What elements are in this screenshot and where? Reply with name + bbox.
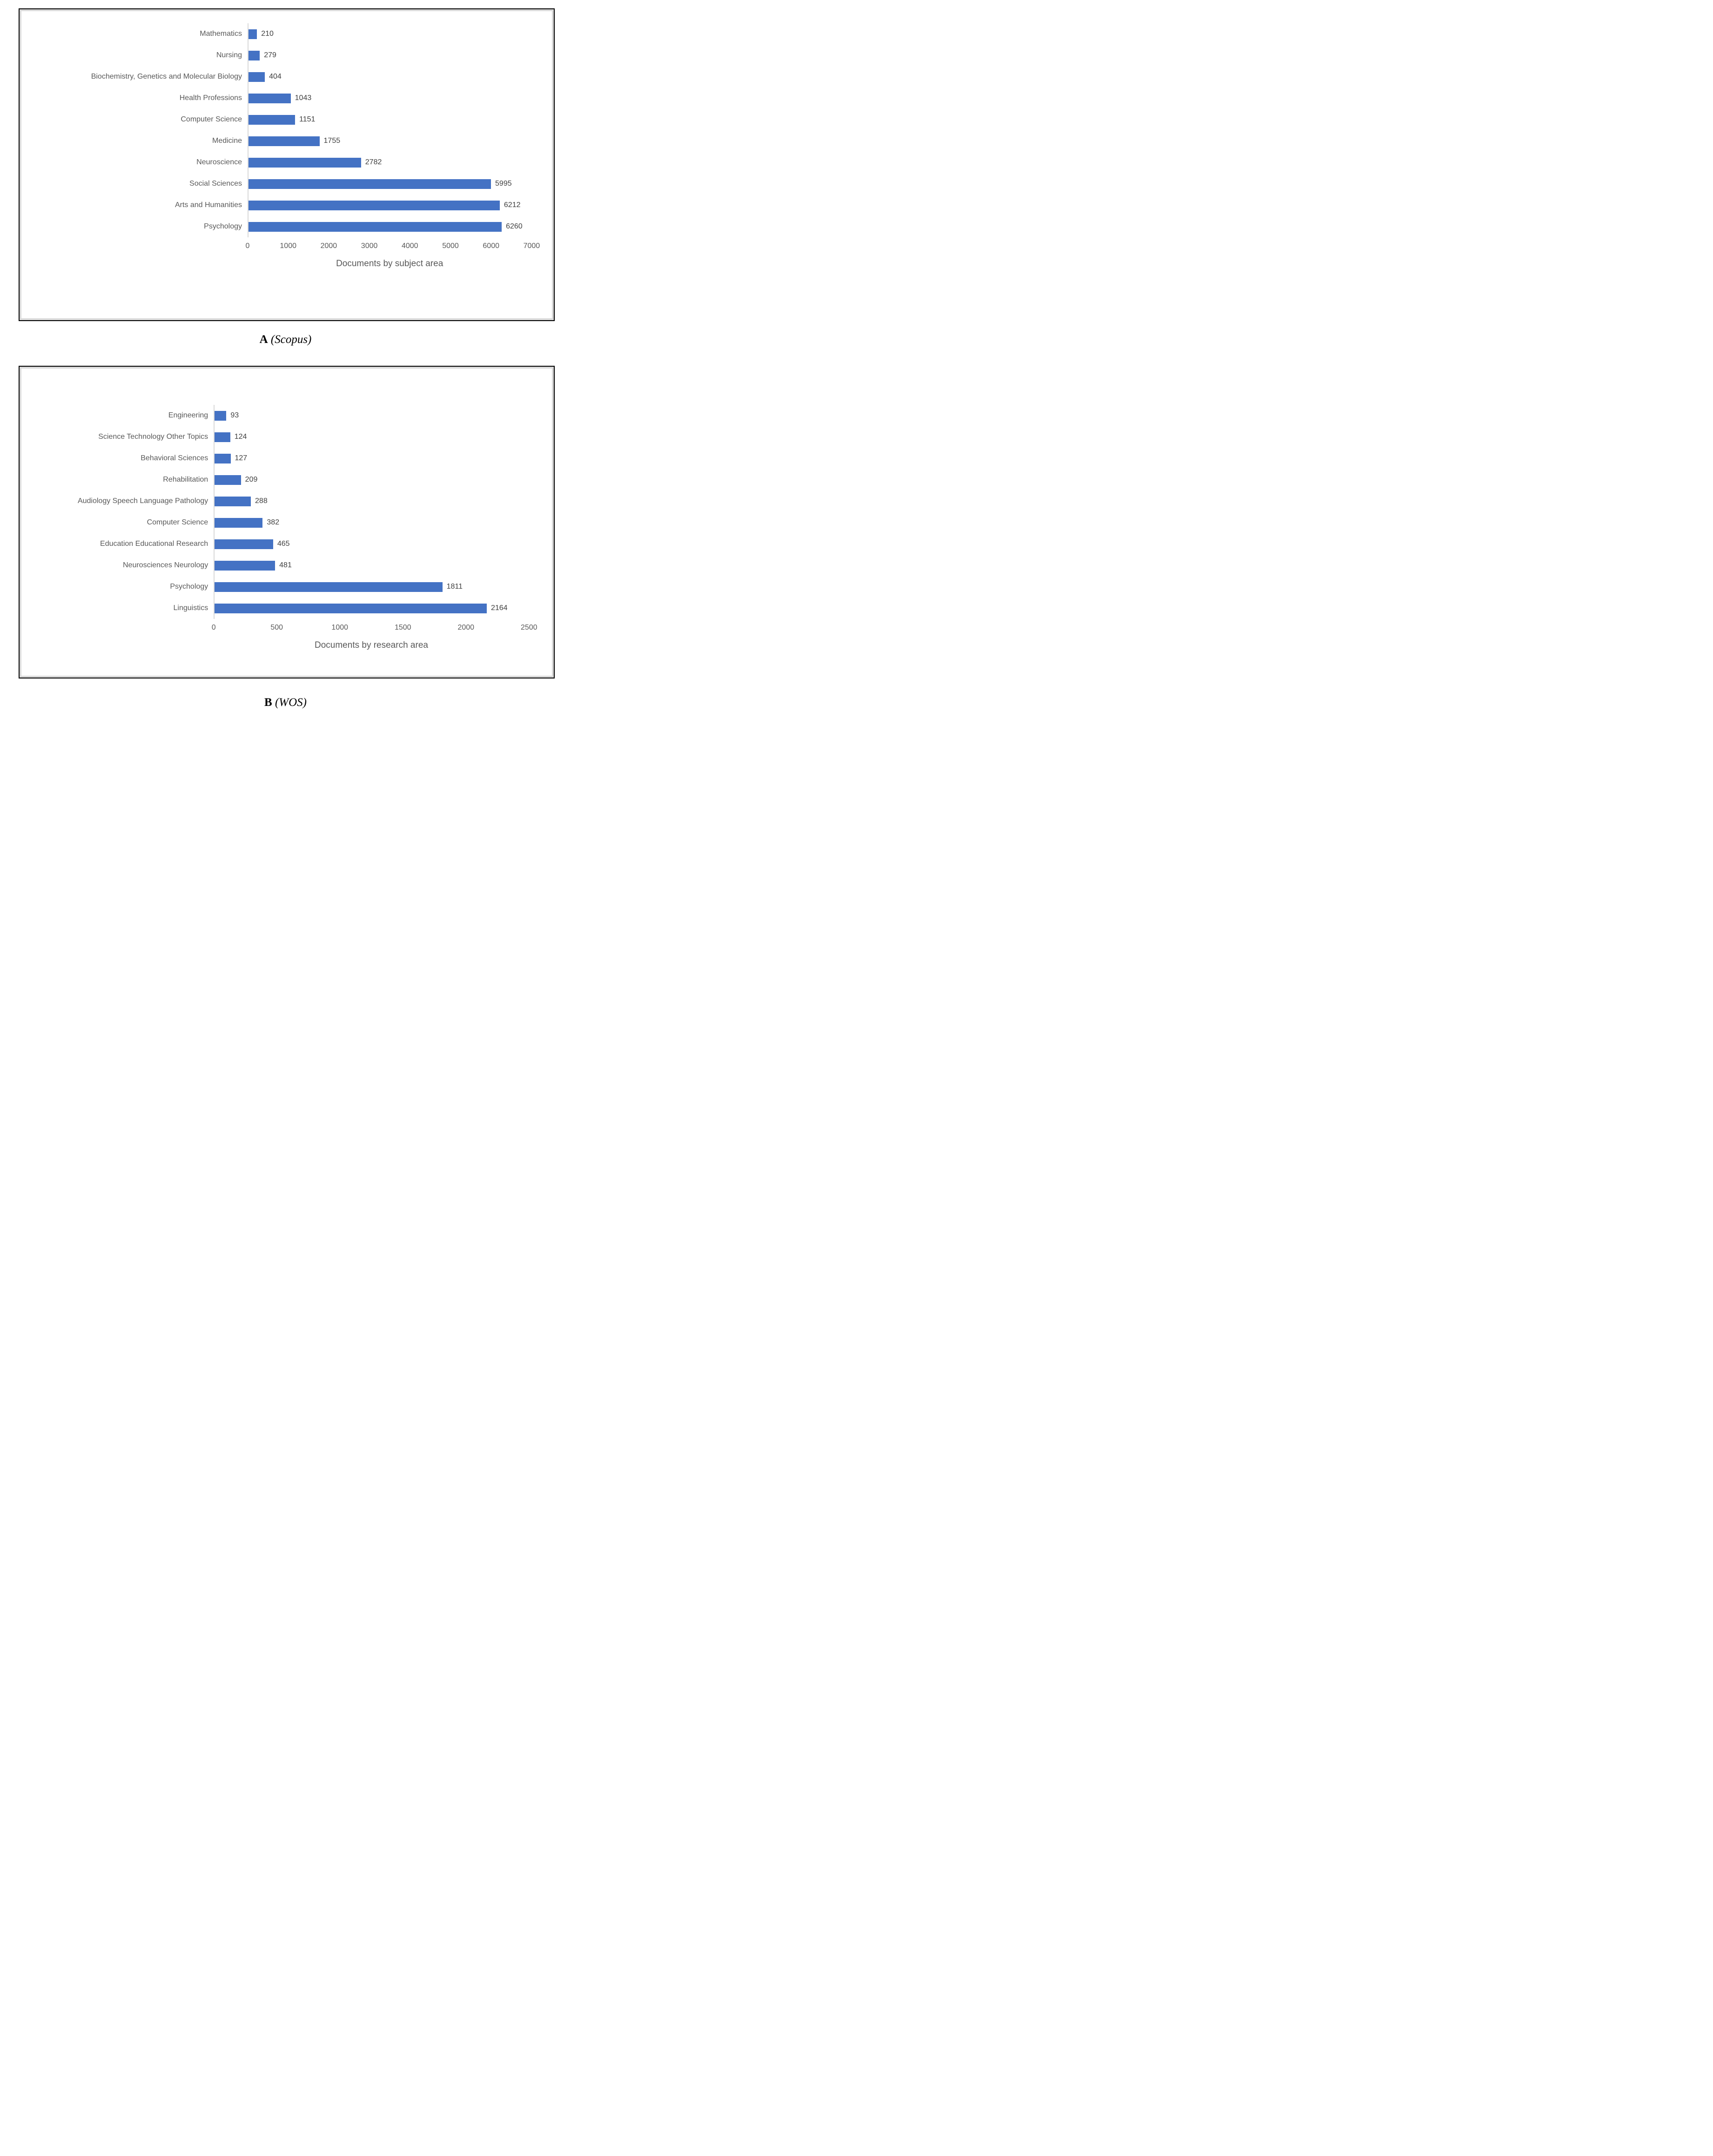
bar <box>215 582 442 592</box>
x-tick-label: 1500 <box>394 624 411 631</box>
bar <box>249 136 320 146</box>
x-tick-label: 500 <box>270 624 283 631</box>
value-label: 1043 <box>295 94 312 102</box>
x-axis-title-row <box>26 640 547 651</box>
x-axis <box>26 242 547 252</box>
value-label: 382 <box>267 518 280 526</box>
value-label: 127 <box>235 454 248 462</box>
category-label: Engineering <box>168 411 208 420</box>
bar-row <box>26 87 547 109</box>
x-tick-label: 5000 <box>442 242 459 250</box>
category-label: Science Technology Other Topics <box>98 433 208 441</box>
bar-row <box>26 152 547 173</box>
bar-row <box>26 195 547 216</box>
bar-row <box>26 426 547 448</box>
caption-wos <box>0 696 571 719</box>
bar-row <box>26 512 547 533</box>
bar-track <box>248 45 531 66</box>
category-label: Biochemistry, Genetics and Molecular Biology <box>91 73 242 81</box>
x-axis-ticks <box>245 242 540 252</box>
bar <box>215 454 230 463</box>
value-label: 210 <box>261 30 274 38</box>
bar-track <box>214 555 529 576</box>
bar-row <box>26 23 547 45</box>
x-axis-spacer <box>26 242 248 252</box>
bar-track <box>214 426 529 448</box>
bar-row <box>26 173 547 195</box>
bar <box>215 432 230 442</box>
bar-row <box>26 576 547 598</box>
x-tick-label: 1000 <box>331 624 349 631</box>
category-label: Computer Science <box>147 518 208 527</box>
value-label: 124 <box>234 433 247 441</box>
bar <box>249 29 257 39</box>
bar-row <box>26 130 547 152</box>
bar <box>215 561 275 571</box>
value-label: 288 <box>255 497 268 505</box>
category-label: Nursing <box>216 51 242 60</box>
category-label: Psychology <box>204 222 242 231</box>
bar-row <box>26 533 547 555</box>
bar <box>215 497 251 506</box>
value-label: 6260 <box>506 222 523 230</box>
value-label: 93 <box>230 411 239 419</box>
caption-source: (Scopus) <box>270 333 312 346</box>
x-tick-label: 4000 <box>401 242 418 250</box>
caption-letter: B <box>264 696 272 709</box>
value-label: 209 <box>245 476 258 484</box>
bar-row <box>26 490 547 512</box>
bar-track <box>214 490 529 512</box>
bar-track <box>248 173 531 195</box>
x-axis-title-spacer <box>26 640 214 651</box>
bar-track <box>214 598 529 619</box>
bar-track <box>248 195 531 216</box>
bar-track <box>214 469 529 490</box>
bar-track <box>248 152 531 173</box>
x-tick-label: 6000 <box>483 242 499 250</box>
bar-track <box>214 448 529 469</box>
category-label: Arts and Humanities <box>175 201 242 209</box>
bar <box>215 604 487 613</box>
category-label: Medicine <box>212 137 242 145</box>
bar-rows <box>26 23 547 237</box>
bar-track <box>214 533 529 555</box>
x-tick-label: 7000 <box>523 242 540 250</box>
bar-track <box>248 216 531 237</box>
bar-row <box>26 45 547 66</box>
category-label: Rehabilitation <box>163 476 208 484</box>
value-label: 1755 <box>323 137 341 145</box>
x-axis-title: Documents by research area <box>315 640 428 650</box>
caption-letter: A <box>259 333 268 346</box>
chart-panel-wos <box>19 366 555 678</box>
bar-row <box>26 216 547 237</box>
bar <box>215 475 241 485</box>
bar-track <box>214 512 529 533</box>
value-label: 481 <box>279 561 292 569</box>
bar-rows <box>26 405 547 619</box>
category-label: Psychology <box>170 583 208 591</box>
category-label: Education Educational Research <box>100 540 208 548</box>
category-label: Social Sciences <box>189 180 242 188</box>
category-label: Health Professions <box>179 94 242 102</box>
category-label: Neurosciences Neurology <box>122 561 208 570</box>
x-tick-label: 2500 <box>520 624 537 631</box>
bar-row <box>26 555 547 576</box>
bar-track <box>248 87 531 109</box>
figure <box>0 0 571 719</box>
bar-track <box>214 576 529 598</box>
category-label: Behavioral Sciences <box>141 454 208 463</box>
value-label: 2782 <box>365 158 382 166</box>
bar <box>215 518 262 528</box>
value-label: 1811 <box>446 583 463 591</box>
x-tick-label: 3000 <box>361 242 378 250</box>
category-label: Audiology Speech Language Pathology <box>77 497 208 505</box>
bar <box>215 411 226 421</box>
bar-track <box>248 23 531 45</box>
bar-track <box>248 109 531 130</box>
x-axis-ticks <box>211 624 537 634</box>
category-label: Neuroscience <box>196 158 242 167</box>
bar <box>249 72 265 82</box>
x-tick-label: 0 <box>211 624 216 631</box>
value-label: 1151 <box>299 115 316 123</box>
bar <box>249 222 502 232</box>
category-label: Computer Science <box>181 115 242 124</box>
value-label: 404 <box>269 73 282 81</box>
x-axis-title: Documents by subject area <box>336 259 443 269</box>
bar-row <box>26 469 547 490</box>
x-axis <box>26 624 547 634</box>
x-tick-label: 0 <box>245 242 250 250</box>
bar <box>249 179 491 189</box>
x-tick-label: 1000 <box>280 242 296 250</box>
value-label: 279 <box>264 51 276 59</box>
bar-row <box>26 448 547 469</box>
bar-track <box>248 66 531 87</box>
bar <box>249 94 291 103</box>
category-label: Mathematics <box>200 30 242 38</box>
x-axis-spacer <box>26 624 214 634</box>
caption-scopus <box>0 333 571 346</box>
bar <box>215 539 273 549</box>
x-axis-title-spacer <box>26 259 248 269</box>
bar-row <box>26 405 547 426</box>
bar <box>249 115 295 125</box>
value-label: 5995 <box>495 180 512 188</box>
bar <box>249 201 500 210</box>
value-label: 6212 <box>504 201 521 209</box>
value-label: 465 <box>277 540 290 548</box>
bar-row <box>26 66 547 87</box>
bar <box>249 158 361 168</box>
bar <box>249 51 260 60</box>
value-label: 2164 <box>490 604 508 612</box>
category-label: Linguistics <box>173 604 208 612</box>
caption-source: (WOS) <box>275 696 307 709</box>
bar-track <box>214 405 529 426</box>
bar-row <box>26 598 547 619</box>
x-tick-label: 2000 <box>320 242 337 250</box>
x-axis-title-row <box>26 259 547 269</box>
bar-track <box>248 130 531 152</box>
bar-row <box>26 109 547 130</box>
chart-panel-scopus <box>19 8 555 321</box>
x-tick-label: 2000 <box>457 624 475 631</box>
